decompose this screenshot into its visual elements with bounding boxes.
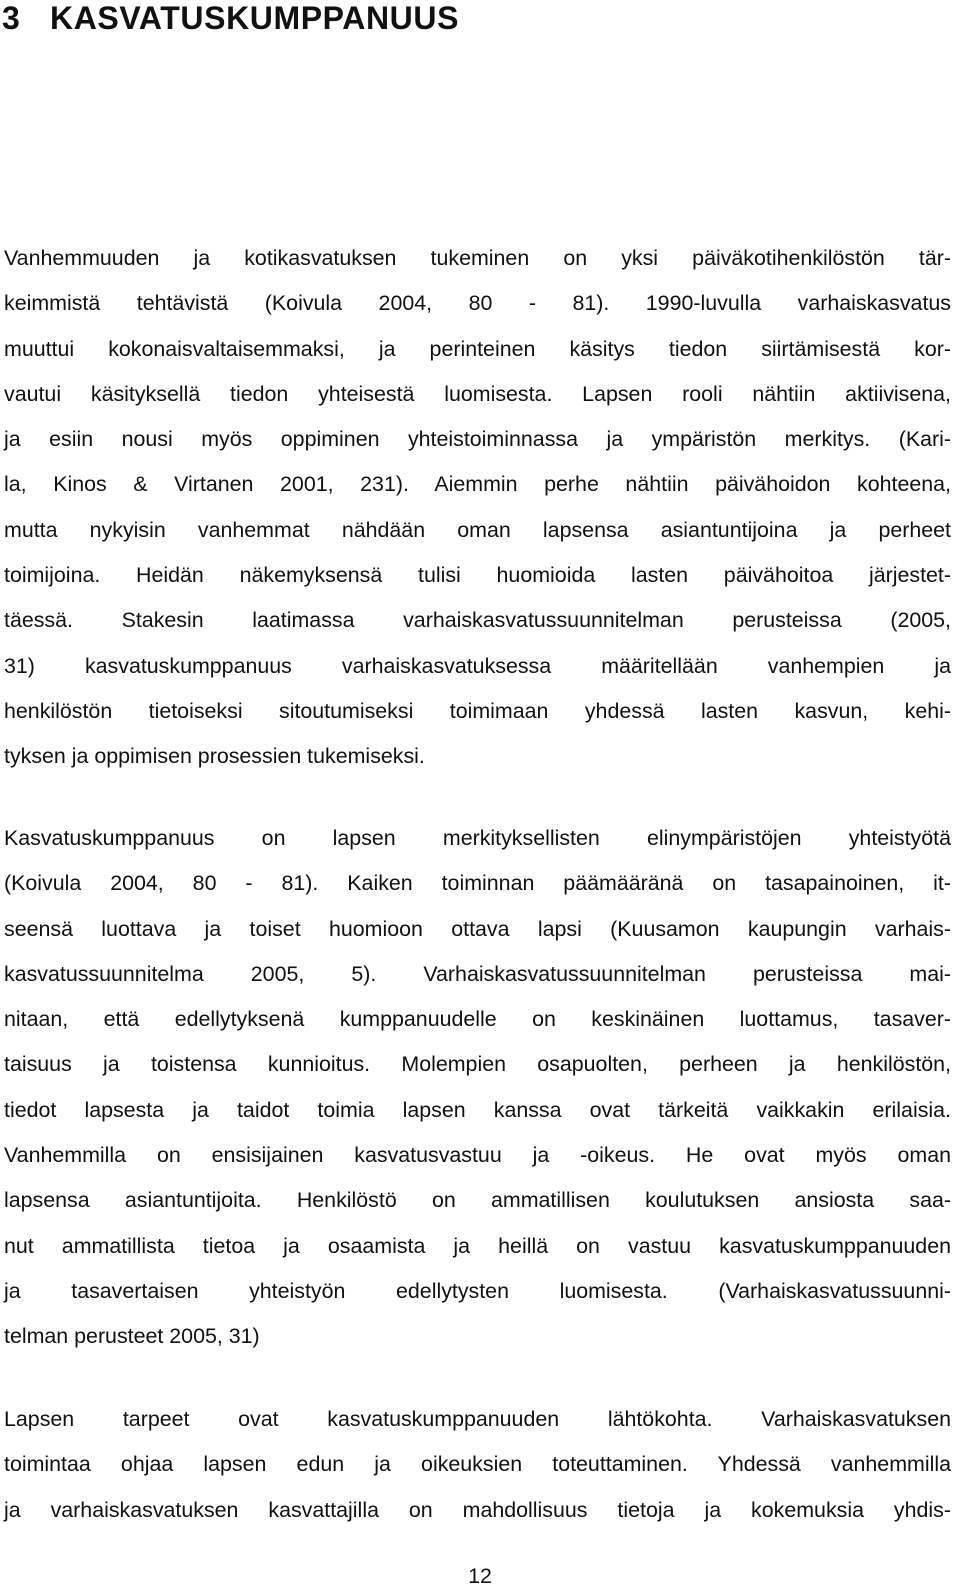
text-line: lapsensa asiantuntijoita. Henkilöstö on ammatillisen koulutuksen ansiosta saa-	[4, 1188, 951, 1213]
text-line: (Koivula 2004, 80 - 81). Kaiken toiminnan päämääränä on tasapainoinen, it-	[4, 871, 951, 896]
text-line: Vanhemmuuden ja kotikasvatuksen tukeminen on yksi päiväkotihenkilöstön tär-	[4, 246, 951, 270]
paragraph-1	[4, 236, 951, 780]
text-line: toimijoina. Heidän näkemyksensä tulisi huomioida lasten päivähoitoa järjestet-	[4, 563, 951, 588]
text-line: Vanhemmilla on ensisijainen kasvatusvastuu ja -oikeus. He ovat myös oman	[4, 1143, 951, 1168]
section-title: KASVATUSKUMPPANUUS	[50, 0, 460, 36]
text-line: 31) kasvatuskumppanuus varhaiskasvatuksessa määritellään vanhempien ja	[4, 653, 951, 678]
text-line: ja tasavertaisen yhteistyön edellytysten luomisesta. (Varhaiskasvatussuunni-	[4, 1278, 951, 1303]
text-line: Kasvatuskumppanuus on lapsen merkityksellisten elinympäristöjen yhteistyötä	[4, 826, 951, 850]
text-line: nut ammatillista tietoa ja osaamista ja heillä on vastuu kasvatuskumppanuuden	[4, 1233, 951, 1258]
text-line: taisuus ja toistensa kunnioitus. Molempien osapuolten, perheen ja henkilöstön,	[4, 1052, 951, 1077]
text-line: seensä luottava ja toiset huomioon ottava lapsi (Kuusamon kaupungin varhais-	[4, 916, 951, 941]
paragraph-3	[4, 1397, 951, 1533]
text-line: Lapsen tarpeet ovat kasvatuskumppanuuden lähtökohta. Varhaiskasvatuksen	[4, 1407, 951, 1431]
text-line: nitaan, että edellytyksenä kumppanuudelle on keskinäinen luottamus, tasaver-	[4, 1007, 951, 1032]
section-heading	[2, 0, 459, 38]
page-number: 12	[468, 1564, 492, 1588]
text-line: ja varhaiskasvatuksen kasvattajilla on mahdollisuus tietoja ja kokemuksia yhdis-	[4, 1497, 951, 1522]
text-line: täessä. Stakesin laatimassa varhaiskasvatussuunnitelman perusteissa (2005,	[4, 608, 951, 633]
text-line: mutta nykyisin vanhemmat nähdään oman lapsensa asiantuntijoina ja perheet	[4, 517, 951, 542]
text-line: telman perusteet 2005, 31)	[4, 1324, 260, 1349]
text-line: vautui käsityksellä tiedon yhteisestä luomisesta. Lapsen rooli nähtiin aktiivisena,	[4, 381, 951, 406]
text-line: ja esiin nousi myös oppiminen yhteistoiminnassa ja ympäristön merkitys. (Kari-	[4, 427, 951, 452]
text-line: keimmistä tehtävistä (Koivula 2004, 80 - 81). 1990-luvulla varhaiskasvatus	[4, 291, 951, 316]
paragraph-2	[4, 816, 951, 1360]
text-line: tyksen ja oppimisen prosessien tukemiseksi.	[4, 744, 425, 769]
text-line: la, Kinos & Virtanen 2001, 231). Aiemmin perhe nähtiin päivähoidon kohteena,	[4, 472, 951, 497]
text-line: kasvatussuunnitelma 2005, 5). Varhaiskasvatussuunnitelman perusteissa mai-	[4, 961, 951, 986]
text-line: muuttui kokonaisvaltaisemmaksi, ja perinteinen käsitys tiedon siirtämisestä kor-	[4, 336, 951, 361]
text-line: tiedot lapsesta ja taidot toimia lapsen kanssa ovat tärkeitä vaikkakin erilaisia.	[4, 1097, 951, 1122]
section-number: 3	[2, 0, 21, 36]
text-line: henkilöstön tietoiseksi sitoutumiseksi toimimaan yhdessä lasten kasvun, kehi-	[4, 698, 951, 723]
text-line: toimintaa ohjaa lapsen edun ja oikeuksien toteuttaminen. Yhdessä vanhemmilla	[4, 1452, 951, 1477]
